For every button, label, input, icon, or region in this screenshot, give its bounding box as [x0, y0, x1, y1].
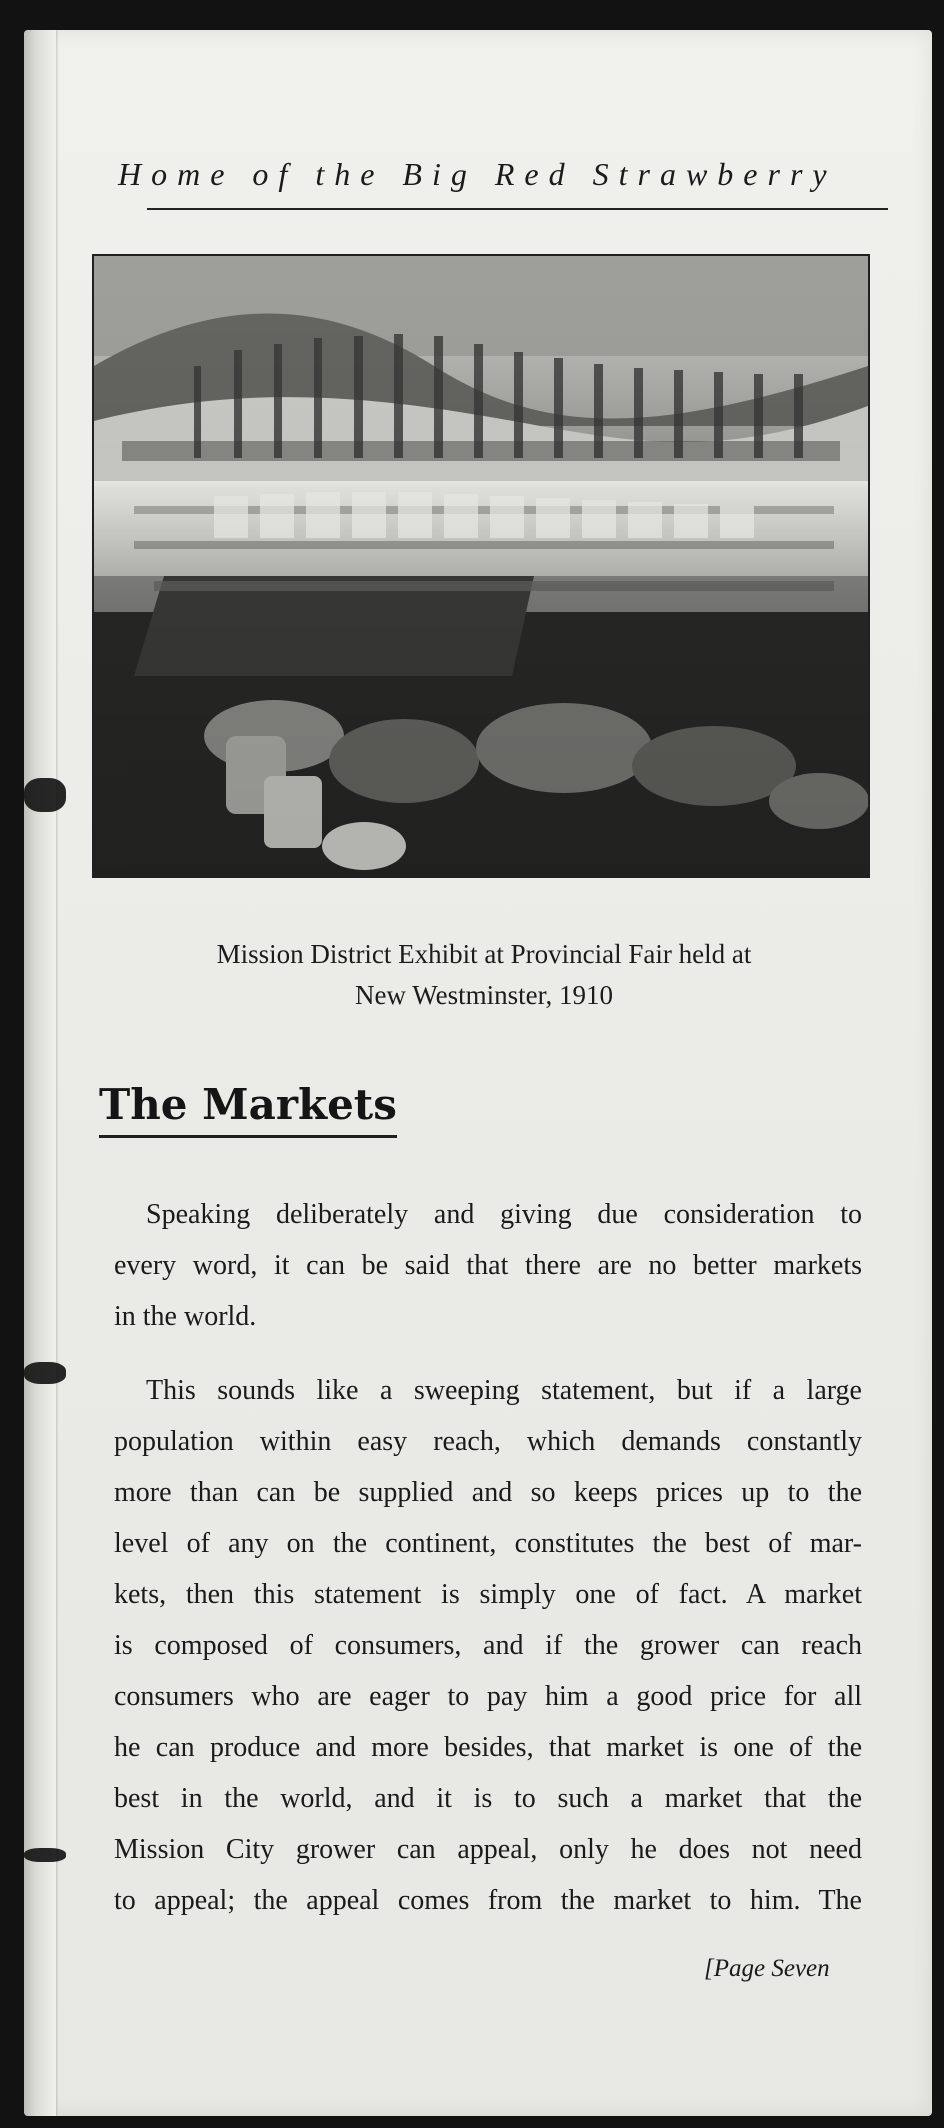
paragraph-line: every word, it can be said that there are no better markets: [114, 1250, 862, 1281]
paragraph-line: consumers who are eager to pay him a good price for all: [114, 1681, 862, 1712]
binding-mark: [24, 778, 66, 812]
paragraph-line: Mission City grower can appeal, only he does not need: [114, 1834, 862, 1865]
paragraph-line: is composed of consumers, and if the grower can reach: [114, 1630, 862, 1661]
paragraph-line: best in the world, and it is to such a market that the: [114, 1783, 862, 1814]
exhibit-photo-drawing: [94, 256, 868, 876]
paragraph-line: level of any on the continent, constitutes the best of mar-: [114, 1528, 862, 1559]
page-number: [Page Seven: [704, 1955, 830, 1982]
paragraph-line: he can produce and more besides, that market is one of the: [114, 1732, 862, 1763]
running-head-rule: [147, 208, 888, 210]
paragraph-line: in the world.: [114, 1301, 257, 1332]
running-head: Home of the Big Red Strawberry: [118, 156, 837, 192]
paragraph-line: Speaking deliberately and giving due consideration to: [146, 1199, 862, 1230]
binding-mark: [24, 1362, 66, 1384]
paragraph-line: more than can be supplied and so keeps prices up to the: [114, 1477, 862, 1508]
paragraph-1: [114, 1189, 862, 1342]
paragraph-line: This sounds like a sweeping statement, but if a large: [146, 1375, 862, 1406]
paragraph-2: [114, 1365, 862, 1926]
paragraph-line: kets, then this statement is simply one of fact. A market: [114, 1579, 862, 1610]
photo-caption-line: Mission District Exhibit at Provincial Fair held at: [216, 939, 752, 969]
photo-caption-line: New Westminster, 1910: [355, 980, 613, 1010]
page-spine: [24, 30, 56, 2116]
photo-caption: [114, 934, 854, 1016]
binding-mark: [24, 1848, 66, 1862]
book-page: [24, 30, 932, 2116]
exhibit-photo: [92, 254, 870, 878]
section-title: The Markets: [99, 1080, 397, 1138]
paragraph-line: to appeal; the appeal comes from the market to him. The: [114, 1885, 862, 1916]
paragraph-line: population within easy reach, which demands constantly: [114, 1426, 862, 1457]
